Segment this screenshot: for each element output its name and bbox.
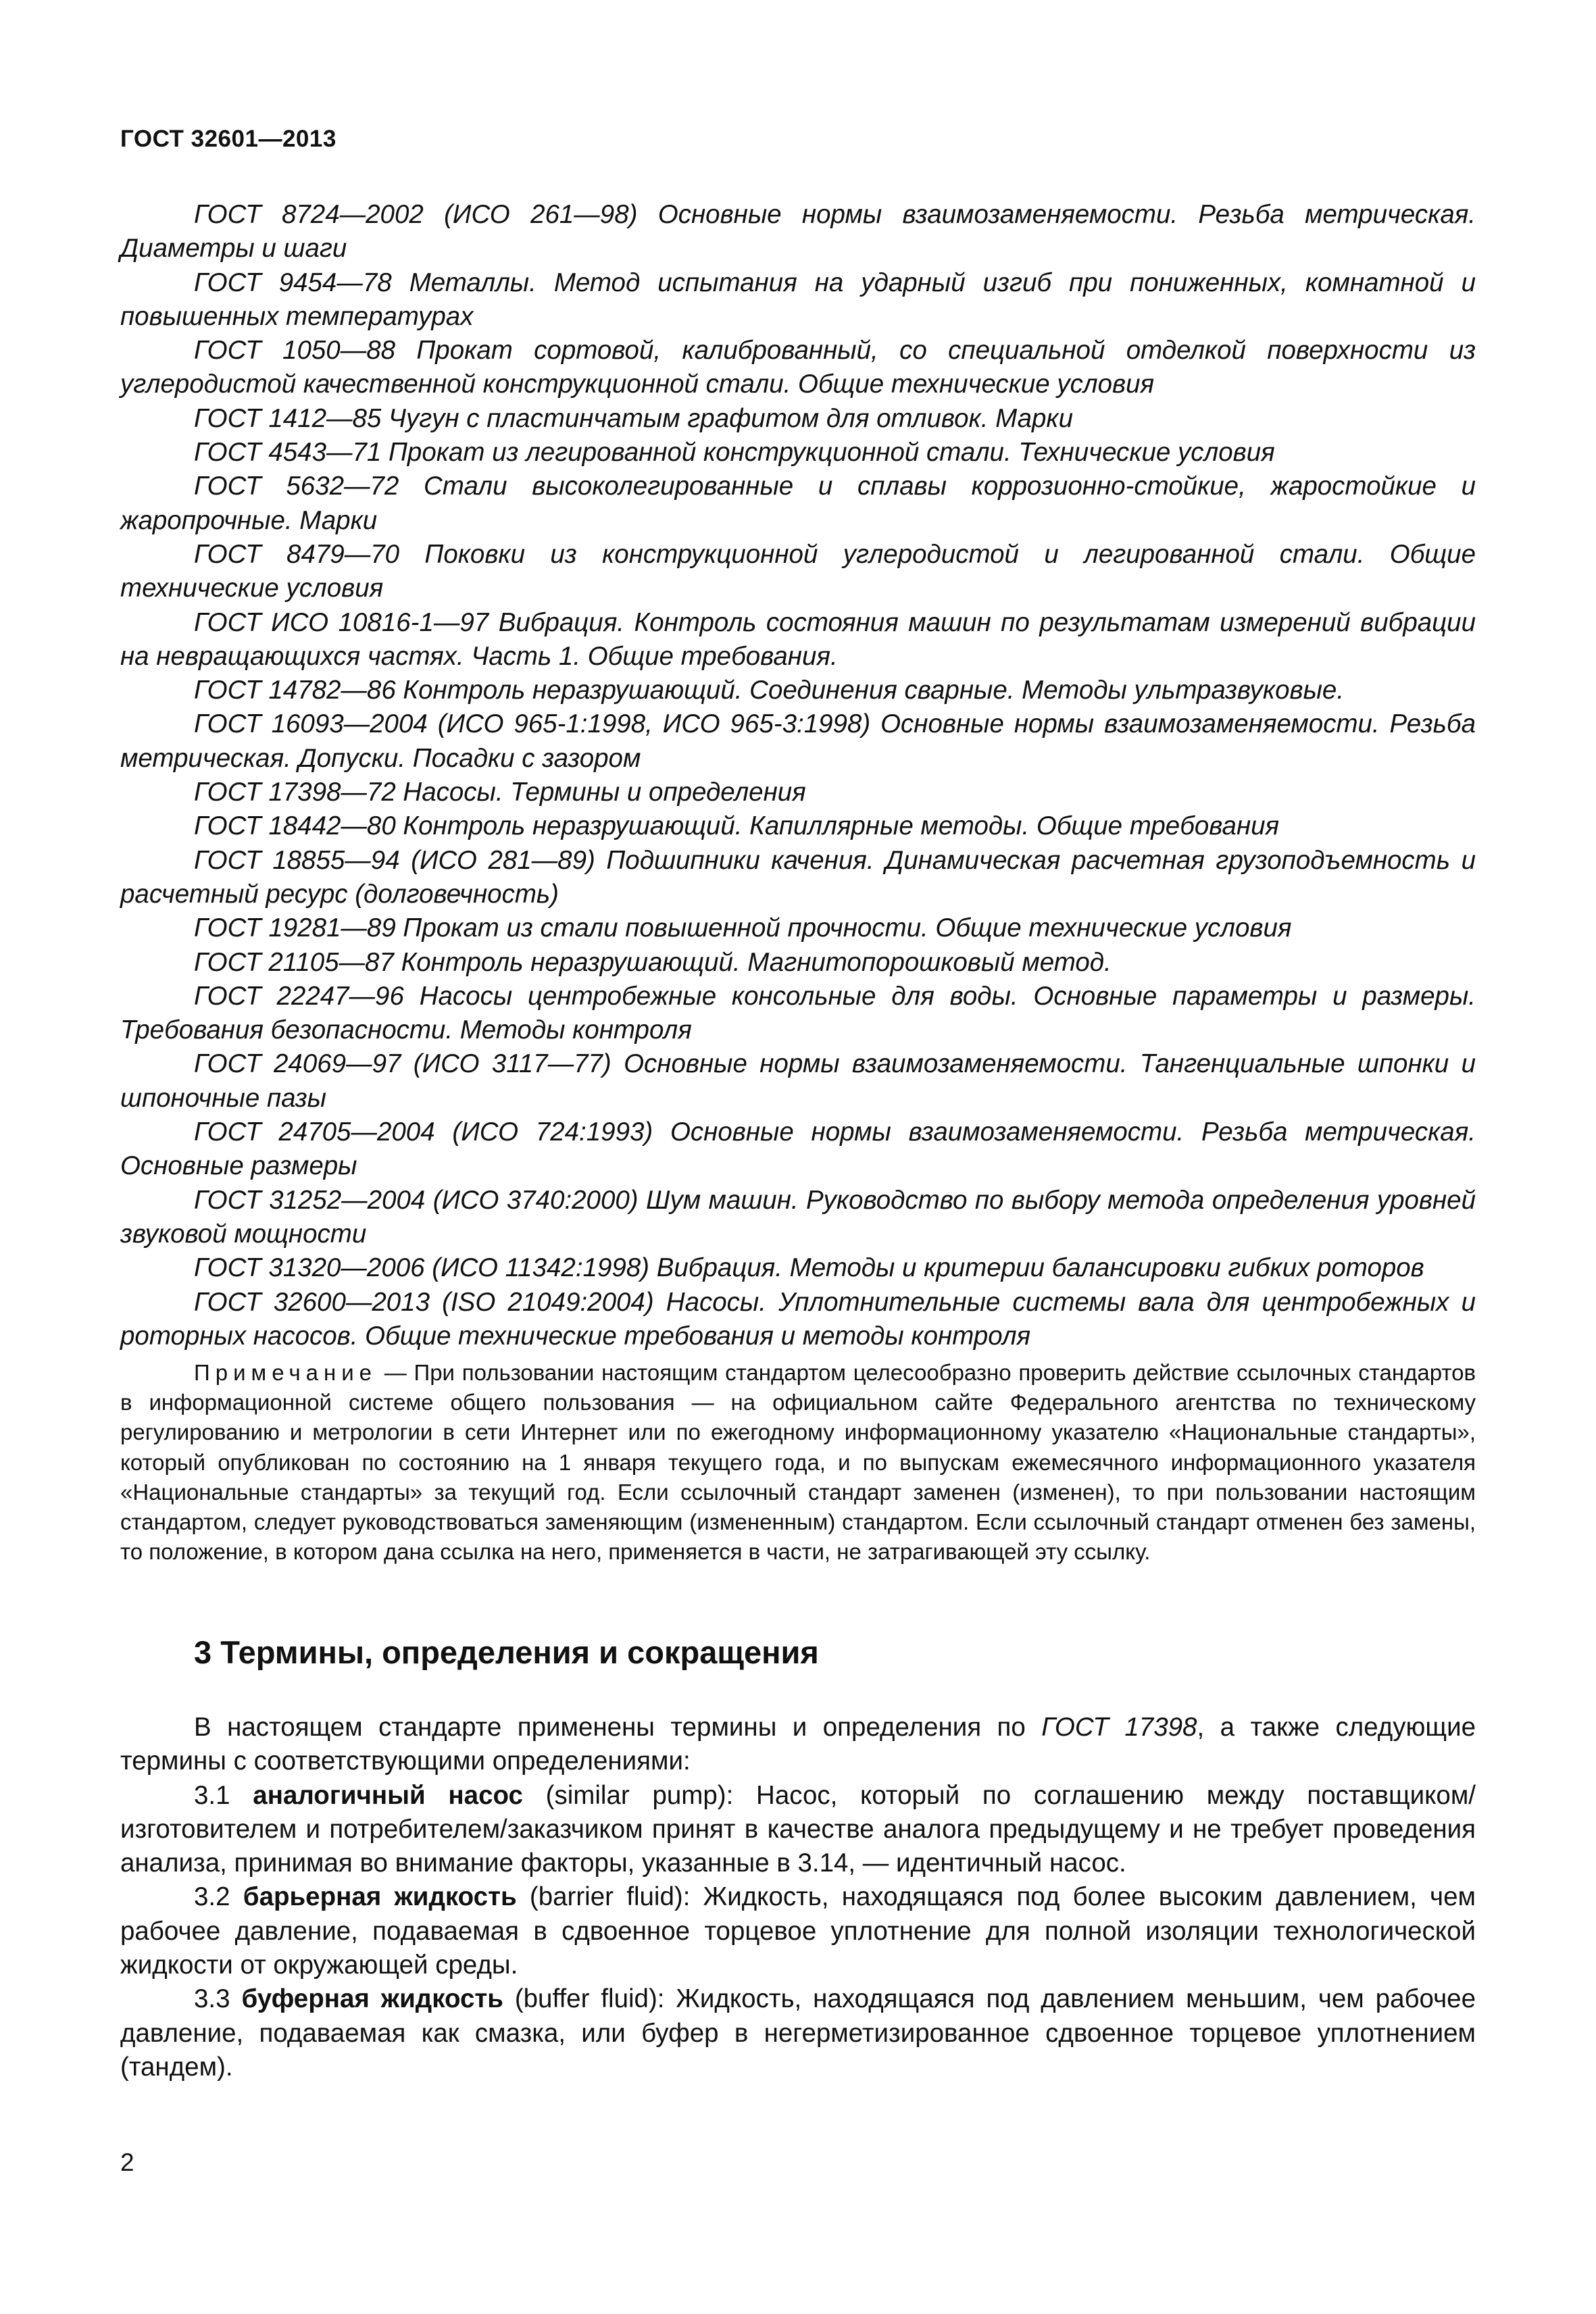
reference-item: ГОСТ 8479—70 Поковки из конструкционной углеродистой и легированной стали. Общие технические условия xyxy=(120,539,1476,603)
term-text: (similar pump): Насос, который по соглашению между поставщиком/изготовителем и потребителем/заказчиком принят в качестве аналога предыдущему и не требует проведения анализа, принимая во внимание факторы, указанные в 3.14, — идентичный насос. xyxy=(120,1780,1476,1878)
term-number: 3.3 xyxy=(194,1984,242,2014)
reference-item: ГОСТ 1412—85 Чугун с пластинчатым графитом для отливок. Марки xyxy=(194,403,1074,433)
reference-item: ГОСТ 1050—88 Прокат сортовой, калиброванный, со специальной отделкой поверхности из углеродистой качественной конструкционной стали. Общие технические условия xyxy=(120,336,1476,399)
section-intro xyxy=(120,1711,1476,1779)
note-text: — При пользовании настоящим стандартом целесообразно проверить действие ссылочных стандартов в информационной системе общего пользования — на официальном сайте Федерального агентства по техническому регулированию и метрологии в сети Интернет или по ежегодному информационному указателю «Национальные стандарты», который опубликован по состоянию на 1 января текущего года, и по выпускам ежемесячного информационного указателя «Национальные стандарты» за текущий год. Если ссылочный стандарт заменен (изменен), то при пользовании настоящим стандартом, следует руководствоваться заменяющим (измененным) стандартом. Если ссылочный стандарт отменен без замены, то положение, в котором дана ссылка на него, применяется в части, не затрагивающей эту ссылку. xyxy=(120,1360,1476,1565)
term-name: аналогичный насос xyxy=(253,1780,523,1810)
reference-item: ГОСТ 18855—94 (ИСО 281—89) Подшипники качения. Динамическая расчетная грузоподъемность и расчетный ресурс (долговечность) xyxy=(120,845,1476,909)
normative-references-list xyxy=(120,198,1476,1353)
term-name: барьерная жидкость xyxy=(243,1882,517,1912)
note-label: Примечание xyxy=(194,1360,378,1385)
reference-item: ГОСТ 14782—86 Контроль неразрушающий. Соединения сварные. Методы ультразвуковые. xyxy=(194,676,1345,705)
reference-item: ГОСТ 24705—2004 (ИСО 724:1993) Основные нормы взаимозаменяемости. Резьба метрическая. Основные размеры xyxy=(120,1117,1476,1181)
reference-item: ГОСТ 8724—2002 (ИСО 261—98) Основные нормы взаимозаменяемости. Резьба метрическая. Диаметры и шаги xyxy=(120,200,1476,263)
term-definition xyxy=(120,1880,1476,1982)
term-definition xyxy=(120,1982,1476,2084)
reference-item: ГОСТ 4543—71 Прокат из легированной конструкционной стали. Технические условия xyxy=(194,438,1275,468)
reference-item: ГОСТ 21105—87 Контроль неразрушающий. Магнитопорошковый метод. xyxy=(194,947,1112,977)
intro-text-before: В настоящем стандарте применены термины и определения по xyxy=(194,1713,1042,1742)
reference-item: ГОСТ 22247—96 Насосы центробежные консольные для воды. Основные параметры и размеры. Требования безопасности. Методы контроля xyxy=(120,981,1476,1045)
term-name: буферная жидкость xyxy=(241,1984,503,2014)
reference-item: ГОСТ 17398—72 Насосы. Термины и определения xyxy=(194,778,806,807)
reference-item: ГОСТ 32600—2013 (ISO 21049:2004) Насосы. Уплотнительные системы вала для центробежных и роторных насосов. Общие технические требования и методы контроля xyxy=(120,1287,1476,1351)
intro-text-after: , а также следующие термины с соответствующими определениями: xyxy=(120,1713,1476,1776)
reference-item: ГОСТ 31252—2004 (ИСО 3740:2000) Шум машин. Руководство по выбору метода определения уровней звуковой мощности xyxy=(120,1185,1476,1249)
page-number: 2 xyxy=(120,2148,134,2176)
reference-item: ГОСТ 19281—89 Прокат из стали повышенной прочности. Общие технические условия xyxy=(194,913,1292,943)
section-heading: 3 Термины, определения и сокращения xyxy=(194,1634,819,1670)
section-body xyxy=(120,1711,1476,2084)
reference-item: ГОСТ 16093—2004 (ИСО 965-1:1998, ИСО 965-3:1998) Основные нормы взаимозаменяемости. Резьба метрическая. Допуски. Посадки с зазором xyxy=(120,709,1476,773)
document-header-id: ГОСТ 32601—2013 xyxy=(120,126,336,152)
reference-item: ГОСТ 18442—80 Контроль неразрушающий. Капиллярные методы. Общие требования xyxy=(194,811,1280,841)
reference-item: ГОСТ 31320—2006 (ИСО 11342:1998) Вибрация. Методы и критерии балансировки гибких роторов xyxy=(194,1253,1424,1283)
term-number: 3.1 xyxy=(194,1780,253,1810)
term-number: 3.2 xyxy=(194,1882,243,1912)
intro-reference: ГОСТ 17398 xyxy=(1041,1713,1197,1742)
term-text: (buffer fluid): Жидкость, находящаяся под давлением меньшим, чем рабочее давление, подаваемая как смазка, или буфер в негерметизированное сдвоенное торцевое уплотнением (тандем). xyxy=(120,1984,1476,2082)
note-paragraph xyxy=(120,1358,1476,1567)
reference-item: ГОСТ 24069—97 (ИСО 3117—77) Основные нормы взаимозаменяемости. Тангенциальные шпонки и шпоночные пазы xyxy=(120,1049,1476,1113)
reference-item: ГОСТ 5632—72 Стали высоколегированные и сплавы коррозионно-стойкие, жаростойкие и жаропрочные. Марки xyxy=(120,472,1476,535)
term-definition xyxy=(120,1779,1476,1881)
reference-item: ГОСТ 9454—78 Металлы. Метод испытания на ударный изгиб при пониженных, комнатной и повышенных температурах xyxy=(120,268,1476,331)
reference-item: ГОСТ ИСО 10816-1—97 Вибрация. Контроль состояния машин по результатам измерений вибрации на невращающихся частях. Часть 1. Общие требования. xyxy=(120,607,1476,671)
term-text: (barrier fluid): Жидкость, находящаяся под более высоким давлением, чем рабочее давление, подаваемая в сдвоенное торцевое уплотнение для полной изоляции технологической жидкости от окружающей среды. xyxy=(120,1882,1476,1980)
